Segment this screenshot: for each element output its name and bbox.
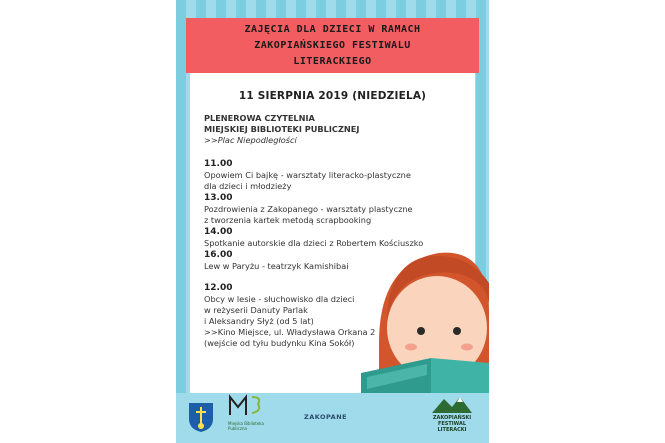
event-detail: dla dzieci i młodzieży — [204, 181, 292, 191]
event-title: Pozdrowienia z Zakopanego - warsztaty plastyczne — [204, 204, 413, 214]
event-title: Spotkanie autorskie dla dzieci z Robertem Kościuszko — [204, 238, 424, 248]
event-title: Obcy w lesie - słuchowisko dla dzieci — [204, 294, 355, 304]
stripe — [176, 0, 186, 443]
event-title: Opowiem Ci bajkę - warsztaty literacko-plastyczne — [204, 170, 411, 180]
library-logo — [228, 393, 264, 431]
library-mark-icon — [228, 393, 264, 417]
banner-line-2: ZAKOPIAŃSKIEGO FESTIWALU — [254, 40, 411, 51]
event-title: Lew w Paryżu - teatrzyk Kamishibai — [204, 261, 349, 271]
festival-name-2: FESTIWAL LITERACKI — [437, 421, 467, 433]
event-note: (wejście od tyłu budynku Kina Sokół) — [204, 338, 355, 348]
festival-name-1: ZAKOPIAŃSKI — [432, 415, 472, 421]
event-detail: z tworzenia kartek metodą scrapbooking — [204, 215, 372, 225]
right-cheek — [461, 344, 473, 351]
left-cheek — [405, 344, 417, 351]
event-time: 14.00 — [204, 227, 233, 237]
logo-footer — [176, 393, 489, 443]
zakopane-coat-of-arms-icon — [188, 401, 214, 433]
library-name: Miejska Biblioteka Publiczna — [228, 421, 264, 431]
venue-line-2: MIEJSKIEJ BIBLIOTEKI PUBLICZNEJ — [204, 124, 360, 134]
venue-line-1: PLENEROWA CZYTELNIA — [204, 113, 315, 123]
poster — [176, 0, 489, 443]
venue-block — [204, 113, 464, 146]
event-date: 11 SIERPNIA 2019 (NIEDZIELA) — [238, 90, 427, 102]
mountains-icon — [432, 395, 472, 413]
right-eye — [453, 327, 461, 335]
zakopane-logo: ZAKOPANE — [304, 413, 348, 421]
festival-logo — [424, 395, 480, 433]
title-banner — [186, 18, 479, 73]
event-time: 11.00 — [204, 159, 233, 169]
banner-line-3: LITERACKIEGO — [293, 56, 372, 67]
event-detail: w reżyserii Danuty Parlak — [204, 305, 308, 315]
event-time: 12.00 — [204, 283, 233, 293]
banner-line-1: ZAJĘCIA DLA DZIECI W RAMACH — [244, 24, 421, 35]
event-time: 13.00 — [204, 193, 233, 203]
venue-address: >>Plac Niepodległości — [204, 135, 297, 145]
event-time: 16.00 — [204, 250, 233, 260]
event-address: >>Kino Miejsce, ul. Władysława Orkana 2 — [204, 327, 376, 337]
left-eye — [417, 327, 425, 335]
event-detail: i Aleksandry Słyż (od 5 lat) — [204, 316, 314, 326]
